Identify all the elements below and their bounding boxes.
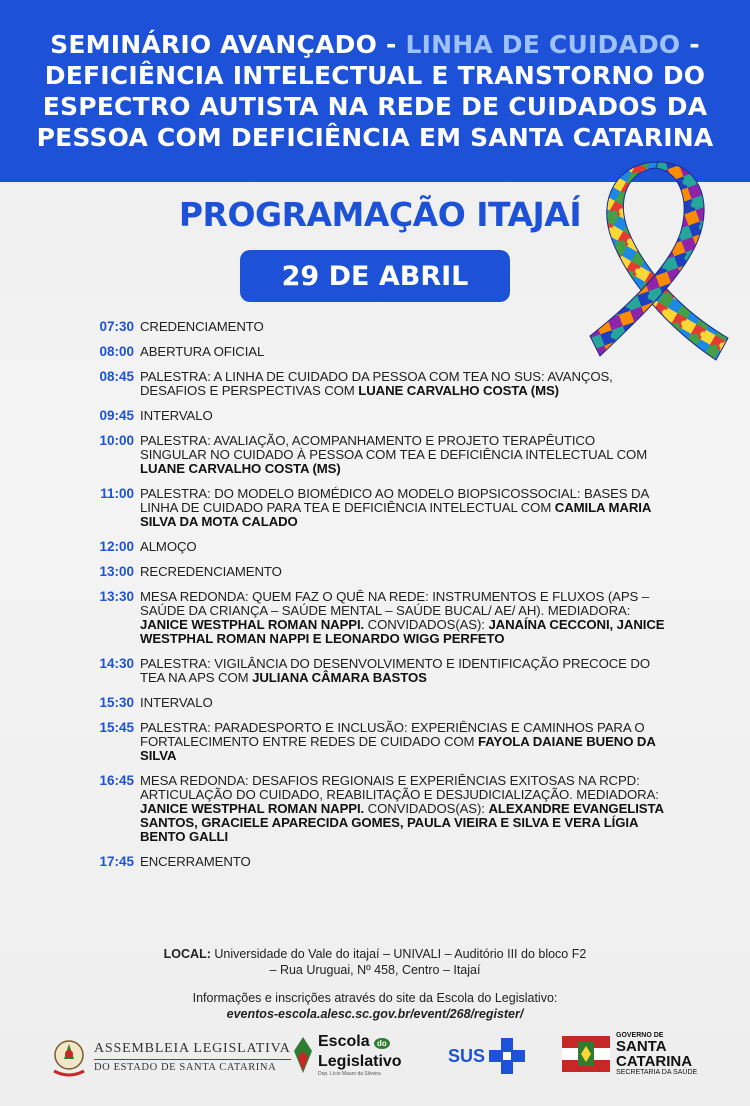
event-title: SEMINÁRIO AVANÇADO - LINHA DE CUIDADO - DEFICIÊNCIA INTELECTUAL E TRANSTORNO DO ESPECTRO AUTISTA NA REDE DE CUIDADOS DA PESSOA COM DEFICIÊNCIA EM SANTA CATARINA [36, 30, 714, 152]
schedule-item [90, 657, 665, 685]
schedule-text: MESA REDONDA: DESAFIOS REGIONAIS E EXPERIÊNCIAS EXITOSAS NA RCPD: ARTICULAÇÃO DO CUIDADO, REABILITAÇÃO E DESJUDICIALIZAÇÃO. MEDIADORA: [140, 773, 659, 802]
schedule-time: 16:45 [99, 773, 134, 788]
alesc-logo [50, 1035, 291, 1079]
location-info: LOCAL: Universidade do Vale do itajaí – UNIVALI – Auditório III do bloco F2 – Rua Uruguai, Nº 458, Centro – Itajaí [163, 947, 587, 977]
title-highlight: LINHA DE CUIDADO [405, 30, 681, 59]
schedule-item [90, 540, 665, 554]
schedule-time: 15:30 [99, 695, 134, 710]
schedule-text: ALMOÇO [140, 539, 197, 554]
registration-info: Informações e inscrições através do site da Escola do Legislativo: eventos-escola.alesc.sc.gov.br/event/268/register/ [192, 991, 558, 1021]
schedule-item [90, 774, 665, 844]
schedule-text: INTERVALO [140, 408, 213, 423]
speaker-name: ALEXANDRE EVANGELISTA SANTOS, GRACIELE APARECIDA GOMES, PAULA VIEIRA E SILVA E VERA LÍGIA BENTO GALLI [140, 801, 664, 844]
schedule-time: 11:00 [100, 486, 134, 501]
schedule-text: PALESTRA: A LINHA DE CUIDADO DA PESSOA COM TEA NO SUS: AVANÇOS, DESAFIOS E PERSPECTIVAS COM [140, 369, 613, 398]
speaker-name: LUANE CARVALHO COSTA (MS) [358, 383, 559, 398]
speaker-name: JULIANA CÂMARA BASTOS [252, 670, 427, 685]
schedule-item [90, 409, 665, 423]
schedule-time: 08:45 [99, 369, 134, 384]
alesc-subname: DO ESTADO DE SANTA CATARINA [94, 1062, 277, 1073]
schedule-text: ABERTURA OFICIAL [140, 344, 265, 359]
sc-flag-icon [562, 1036, 610, 1072]
location-label: LOCAL: [163, 947, 211, 961]
schedule-text: CREDENCIAMENTO [140, 319, 264, 334]
date-badge: 29 DE ABRIL [240, 250, 510, 302]
schedule-text: MESA REDONDA: QUEM FAZ O QUÊ NA REDE: INSTRUMENTOS E FLUXOS (APS – SAÚDE DA CRIANÇA – SAÚDE MENTAL – SAÚDE BUCAL/ AE/ AH). MEDIADORA: [140, 589, 650, 618]
schedule-description [140, 657, 665, 685]
pen-nib-icon [292, 1035, 314, 1075]
speaker-name: JANICE WESTPHAL ROMAN NAPPI. [140, 617, 365, 632]
schedule-text: ENCERRAMENTO [140, 854, 251, 869]
schedule-item [90, 434, 665, 476]
schedule-text: PALESTRA: VIGILÂNCIA DO DESENVOLVIMENTO E IDENTIFICAÇÃO PRECOCE DO TEA NA APS COM [140, 656, 651, 685]
schedule-time: 13:30 [99, 589, 134, 604]
schedule-text: CONVIDADOS(AS): [364, 617, 489, 632]
governo-sc-logo: GOVERNO DE SANTA CATARINA SECRETARIA DA SAÚDE [562, 1032, 697, 1076]
escola-do-badge: do [374, 1038, 390, 1049]
schedule-item [90, 855, 665, 869]
header-banner [0, 0, 750, 182]
schedule-list [90, 320, 665, 880]
schedule-description [140, 434, 665, 476]
schedule-time: 08:00 [99, 344, 134, 359]
health-cross-icon [489, 1038, 525, 1074]
schedule-text: PALESTRA: PARADESPORTO E INCLUSÃO: EXPERIÊNCIAS E CAMINHOS PARA O FORTALECIMENTO ENTRE REDES DE CUIDADO COM [140, 720, 645, 749]
speaker-name: JANICE WESTPHAL ROMAN NAPPI. [140, 801, 365, 816]
schedule-description [140, 320, 665, 334]
speaker-name: JANAÍNA CECCONI, JANICE WESTPHAL ROMAN NAPPI E LEONARDO WIGG PERFETO [140, 617, 665, 646]
schedule-text: PALESTRA: DO MODELO BIOMÉDICO AO MODELO BIOPSICOSSOCIAL: BASES DA LINHA DE CUIDADO PARA TEA E DEFICIÊNCIA INTELECTUAL COM [140, 486, 649, 515]
schedule-item [90, 487, 665, 529]
schedule-item [90, 696, 665, 710]
sponsor-logos [0, 1030, 750, 1090]
escola-legislativo-logo: Escola do Legislativo Dep. Lício Mauro da Silveira [292, 1033, 402, 1077]
schedule-description [140, 721, 665, 763]
schedule-item [90, 590, 665, 646]
schedule-description [140, 696, 665, 710]
schedule-description [140, 370, 665, 398]
schedule-description [140, 487, 665, 529]
schedule-description [140, 774, 665, 844]
speaker-name: LUANE CARVALHO COSTA (MS) [140, 461, 341, 476]
schedule-description [140, 345, 665, 359]
schedule-item [90, 370, 665, 398]
schedule-item [90, 565, 665, 579]
program-title: PROGRAMAÇÃO ITAJAÍ [178, 195, 582, 234]
state-coat-of-arms-icon [50, 1035, 88, 1079]
registration-link[interactable]: eventos-escola.alesc.sc.gov.br/event/268/register/ [226, 1007, 524, 1021]
schedule-text: RECREDENCIAMENTO [140, 564, 282, 579]
schedule-text: PALESTRA: AVALIAÇÃO, ACOMPANHAMENTO E PROJETO TERAPÊUTICO SINGULAR NO CUIDADO À PESSOA COM TEA E DEFICIÊNCIA INTELECTUAL COM [140, 433, 648, 462]
schedule-time: 14:30 [99, 656, 134, 671]
schedule-time: 09:45 [99, 408, 134, 423]
schedule-description [140, 540, 665, 554]
schedule-item [90, 345, 665, 359]
alesc-name: ASSEMBLEIA LEGISLATIVA [94, 1041, 291, 1060]
schedule-time: 13:00 [99, 564, 134, 579]
schedule-time: 12:00 [99, 539, 134, 554]
schedule-time: 07:30 [99, 319, 134, 334]
schedule-item [90, 721, 665, 763]
schedule-text: CONVIDADOS(AS): [364, 801, 489, 816]
schedule-time: 15:45 [99, 720, 134, 735]
schedule-description [140, 565, 665, 579]
schedule-description [140, 409, 665, 423]
schedule-time: 10:00 [99, 433, 134, 448]
schedule-text: INTERVALO [140, 695, 213, 710]
speaker-name: CAMILA MARIA SILVA DA MOTA CALADO [140, 500, 651, 529]
schedule-item [90, 320, 665, 334]
schedule-description [140, 855, 665, 869]
speaker-name: FAYOLA DAIANE BUENO DA SILVA [140, 734, 656, 763]
schedule-time: 17:45 [99, 854, 134, 869]
schedule-description [140, 590, 665, 646]
sus-logo: SUS [448, 1038, 525, 1074]
